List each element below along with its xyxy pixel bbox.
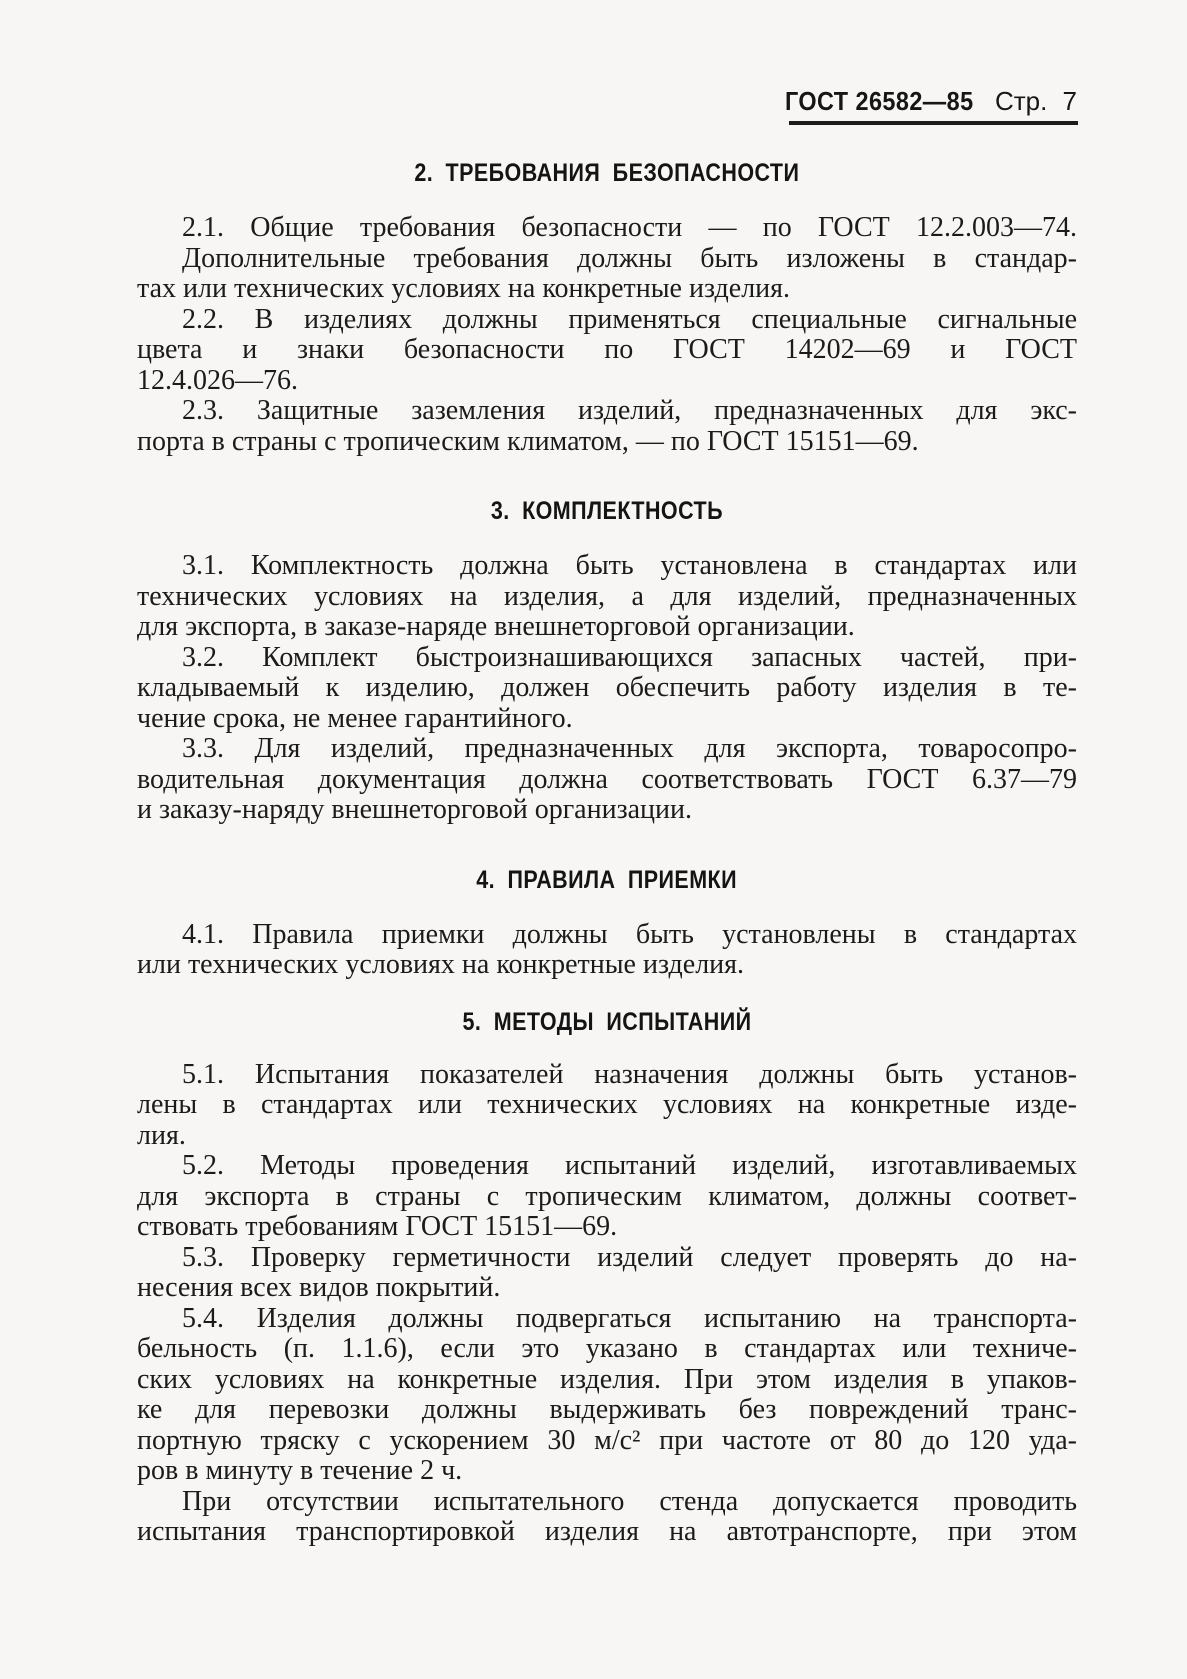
text-line: 2.1. Общие требования безопасности — по ГОСТ 12.2.003—74. xyxy=(182,212,1077,243)
text-line: 3.2. Комплект быстроизнашивающихся запасных частей, при- xyxy=(182,641,1077,673)
section-title-text: 2. ТРЕБОВАНИЯ БЕЗОПАСНОСТИ xyxy=(414,159,800,187)
paragraph xyxy=(137,551,1077,643)
section xyxy=(137,160,1077,457)
text-line: 5.4. Изделия должны подвергаться испытанию на транспорта- xyxy=(182,1302,1077,1334)
document-content xyxy=(137,0,1077,1548)
paragraph xyxy=(137,396,1077,457)
text-line: бельность (п. 1.1.6), если это указано в стандартах или техниче- xyxy=(137,1333,1077,1364)
text-line: 4.1. Правила приемки должны быть установлены в стандартах xyxy=(182,918,1077,950)
text-line: лены в стандартах или технических условиях на конкретные изде- xyxy=(137,1089,1077,1120)
paragraph xyxy=(137,305,1077,397)
text-line: При отсутствии испытательного стенда допускается проводить xyxy=(182,1485,1077,1517)
text-line: для экспорта, в заказе-наряде внешнеторговой организации. xyxy=(137,611,855,642)
text-line: или технических условиях на конкретные изделия. xyxy=(137,949,745,980)
section xyxy=(137,1009,1077,1548)
text-line: 5.3. Проверку герметичности изделий следует проверять до на- xyxy=(182,1241,1077,1273)
section-title-text: 5. МЕТОДЫ ИСПЫТАНИЙ xyxy=(462,1007,752,1036)
text-line: Дополнительные требования должны быть изложены в стандар- xyxy=(182,242,1077,274)
text-line: ствовать требованиям ГОСТ 15151—69. xyxy=(137,1211,618,1242)
text-line: лия. xyxy=(137,1119,186,1151)
text-line: порта в страны с тропическим климатом, — по ГОСТ 15151—69. xyxy=(137,425,919,457)
text-line: тах или технических условиях на конкретные изделия. xyxy=(137,273,791,304)
text-line: кладываемый к изделию, должен обеспечить работу изделия в те- xyxy=(137,672,1077,703)
paragraph xyxy=(137,213,1077,244)
paragraph xyxy=(137,244,1077,305)
text-line: портную тряску с ускорением 30 м/с² при частоте от 80 до 120 уда- xyxy=(137,1424,1077,1456)
section-title xyxy=(137,160,1077,186)
section xyxy=(137,498,1077,826)
text-line: чение срока, не менее гарантийного. xyxy=(137,702,573,734)
text-line: ских условиях на конкретные изделия. При этом изделия в упаков- xyxy=(137,1363,1077,1395)
doc-number: ГОСТ 26582—85 xyxy=(785,86,974,116)
paragraph xyxy=(137,734,1077,826)
paragraph xyxy=(137,1151,1077,1243)
page-number: Стр. 7 xyxy=(994,86,1077,116)
text-line: цвета и знаки безопасности по ГОСТ 14202—69 и ГОСТ xyxy=(137,334,1077,365)
paragraph xyxy=(137,643,1077,735)
text-line: 5.1. Испытания показателей назначения должны быть установ- xyxy=(182,1058,1077,1090)
text-line: 2.3. Защитные заземления изделий, предназначенных для экс- xyxy=(182,395,1077,426)
paragraph xyxy=(137,1060,1077,1152)
text-line: и заказу-наряду внешнеторговой организации. xyxy=(137,794,693,825)
text-line: 2.2. В изделиях должны применяться специальные сигнальные xyxy=(182,303,1077,335)
text-line: испытания транспортировкой изделия на автотранспорте, при этом xyxy=(137,1516,1077,1547)
text-line: 3.3. Для изделий, предназначенных для экспорта, товаросопро- xyxy=(182,733,1077,764)
section-title xyxy=(137,1009,1077,1035)
text-line: 5.2. Методы проведения испытаний изделий, изготавливаемых xyxy=(182,1150,1077,1181)
paragraph xyxy=(137,1304,1077,1487)
section-title-text: 3. КОМПЛЕКТНОСТЬ xyxy=(490,497,724,525)
text-line: 3.1. Комплектность должна быть установлена в стандартах или xyxy=(182,550,1077,581)
text-line: ке для перевозки должны выдерживать без повреждений транс- xyxy=(137,1394,1077,1425)
text-line: технических условиях на изделия, а для изделий, предназначенных xyxy=(137,580,1077,612)
section-title xyxy=(137,867,1077,893)
text-line: ров в минуту в течение 2 ч. xyxy=(137,1455,463,1486)
text-line: 12.4.026—76. xyxy=(137,364,298,396)
text-line: несения всех видов покрытий. xyxy=(137,1272,501,1303)
paragraph xyxy=(137,1487,1077,1548)
paragraph xyxy=(137,920,1077,981)
paragraph xyxy=(137,1243,1077,1304)
section xyxy=(137,867,1077,981)
text-line: водительная документация должна соответствовать ГОСТ 6.37—79 xyxy=(137,763,1077,795)
section-title xyxy=(137,498,1077,524)
section-title-text: 4. ПРАВИЛА ПРИЕМКИ xyxy=(476,865,738,894)
text-line: для экспорта в страны с тропическим климатом, должны соответ- xyxy=(137,1180,1077,1212)
